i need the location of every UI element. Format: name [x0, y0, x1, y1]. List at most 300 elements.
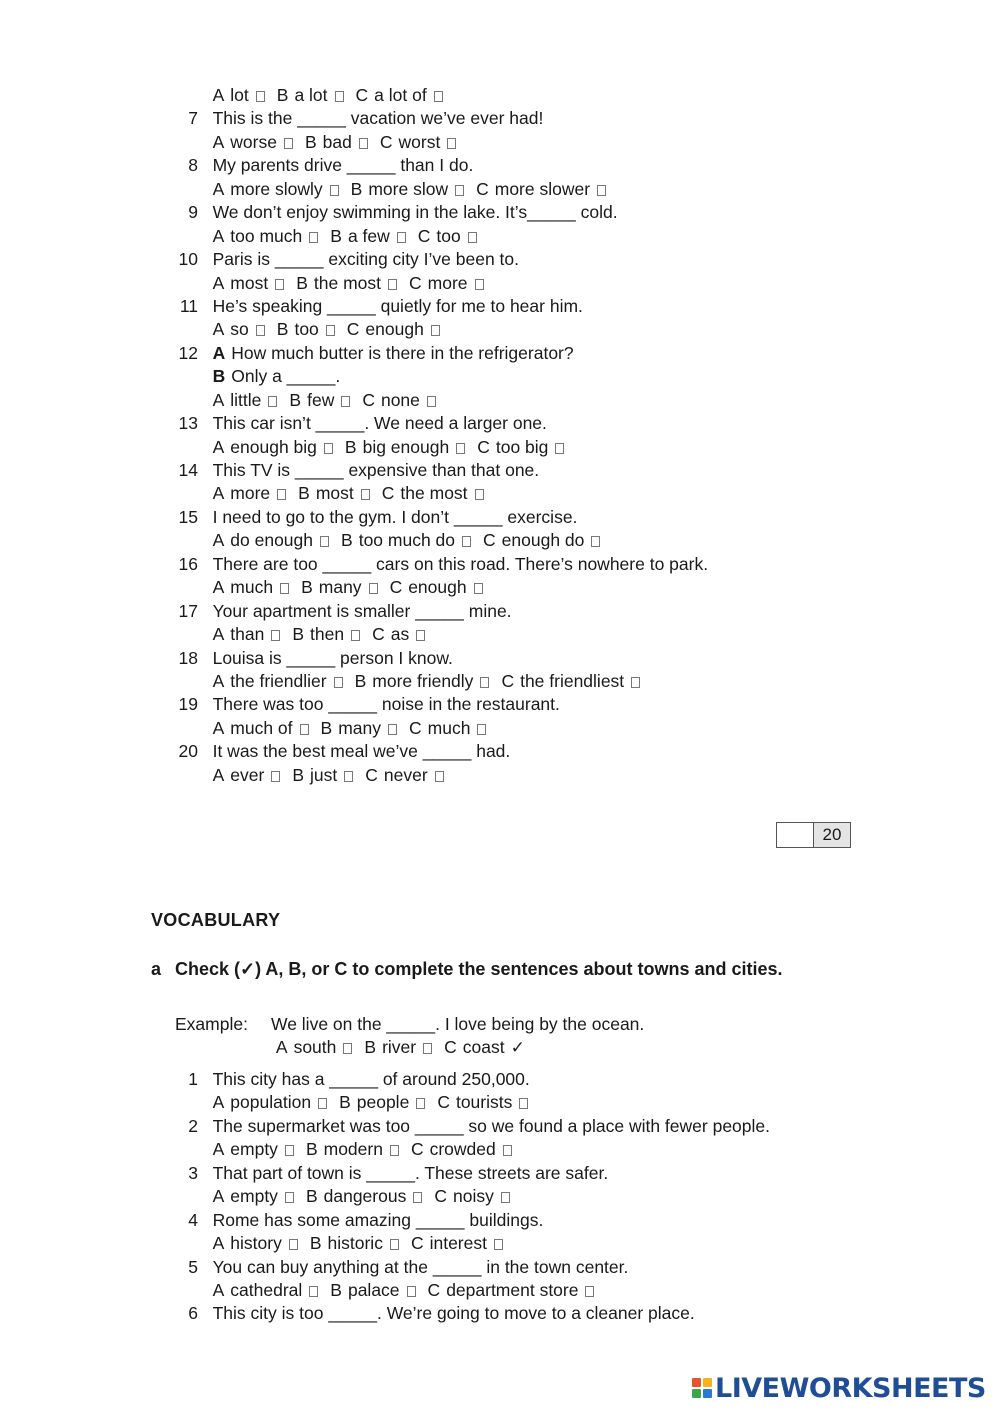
option-a[interactable] [213, 272, 285, 295]
options-line [160, 1279, 860, 1302]
question-line [160, 506, 860, 529]
option-text: tourists [455, 1092, 513, 1113]
question-text: You can buy anything at the _____ in the town center. [212, 1256, 629, 1277]
options-line [160, 225, 860, 248]
option-checkbox[interactable] [285, 1192, 294, 1203]
question-line [160, 154, 860, 177]
option-text: just [310, 764, 338, 785]
option-checkbox[interactable] [555, 443, 564, 454]
option-checkbox[interactable] [447, 138, 456, 149]
option-text: bad [322, 131, 352, 152]
option-letter: B [305, 1186, 318, 1207]
option-c[interactable] [501, 670, 640, 693]
question-line [160, 1256, 860, 1279]
option-text: a few [347, 225, 390, 246]
logo-square [703, 1389, 712, 1398]
option-letter: B [320, 717, 333, 738]
option-checkbox[interactable] [435, 771, 444, 782]
option-letter: C [427, 1279, 441, 1300]
option-checkbox[interactable] [334, 677, 343, 688]
option-checkbox[interactable] [474, 583, 483, 594]
option-letter: C [434, 1186, 447, 1207]
option-c[interactable] [365, 764, 443, 787]
option-text: too [436, 225, 461, 246]
option-text: too much do [358, 530, 456, 551]
option-text: do enough [230, 530, 314, 551]
option-b[interactable] [277, 84, 344, 107]
options-line [160, 482, 860, 505]
option-text: enough [365, 319, 424, 340]
option-checkbox[interactable] [407, 1286, 416, 1297]
option-checkbox[interactable] [597, 185, 606, 196]
option-checkbox[interactable] [289, 1239, 298, 1250]
option-checkbox[interactable] [284, 138, 293, 149]
option-text: too big [495, 436, 549, 457]
question-number: 3 [188, 1162, 198, 1183]
option-checkbox[interactable] [480, 677, 489, 688]
option-text: dangerous [323, 1186, 407, 1207]
option-a[interactable] [213, 717, 309, 740]
option-checkbox[interactable] [300, 724, 309, 735]
option-b[interactable] [330, 225, 406, 248]
option-b[interactable] [296, 272, 397, 295]
option-text: too much [230, 225, 303, 246]
option-letter: A [212, 1186, 225, 1207]
option-a[interactable] [213, 1091, 327, 1114]
question-number: 17 [178, 600, 198, 621]
option-c[interactable] [437, 1091, 528, 1114]
instruction-letter: a [151, 959, 162, 979]
question-text: There are too _____ cars on this road. There’s nowhere to park. [212, 553, 709, 574]
question-text: Louisa is _____ person I know. [212, 647, 453, 668]
option-a[interactable] [213, 436, 333, 459]
option-text: so [230, 319, 249, 340]
option-text: than [230, 624, 265, 645]
option-text: much [230, 577, 274, 598]
option-letter: C [346, 319, 360, 340]
option-checkbox[interactable] [413, 1192, 422, 1203]
option-b[interactable] [289, 389, 350, 412]
option-letter: B [276, 85, 289, 105]
option-b[interactable] [298, 482, 370, 505]
option-checkbox[interactable] [285, 1145, 294, 1156]
option-text: then [310, 624, 345, 645]
option-letter: C [409, 272, 422, 293]
question-line [160, 553, 860, 576]
option-c[interactable] [347, 318, 440, 341]
option-b[interactable] [341, 529, 471, 552]
option-letter: C [476, 178, 489, 199]
option-checkbox[interactable] [326, 325, 335, 336]
option-letter: C [372, 624, 385, 645]
logo-square [692, 1389, 701, 1398]
question-line [160, 740, 860, 763]
option-c[interactable] [483, 529, 600, 552]
option-checkbox[interactable] [324, 443, 333, 454]
question-number: 2 [188, 1115, 198, 1136]
option-checkbox[interactable] [475, 489, 484, 500]
question-text: This is the _____ vacation we’ve ever had! [212, 108, 544, 129]
option-checkbox[interactable] [388, 724, 397, 735]
option-checkbox[interactable] [427, 396, 436, 407]
option-text: little [230, 389, 262, 410]
option-a[interactable] [213, 529, 329, 552]
question-text: I need to go to the gym. I don’t _____ exercise. [212, 506, 578, 527]
option-checkbox[interactable] [390, 1239, 399, 1250]
example-stem-line [175, 1013, 855, 1036]
question-number: 18 [178, 647, 198, 668]
option-a[interactable] [213, 482, 287, 505]
option-text: more friendly [372, 670, 474, 691]
option-checkbox[interactable] [369, 583, 378, 594]
options-line [160, 1138, 860, 1161]
question-number: 19 [178, 694, 198, 715]
score-total: 20 [814, 823, 850, 847]
option-text: empty [230, 1139, 278, 1160]
option-letter: C [409, 717, 422, 738]
options-line [160, 389, 860, 412]
option-a[interactable] [213, 131, 293, 154]
option-checkbox[interactable] [475, 279, 484, 290]
options-line [160, 84, 860, 107]
option-letter: A [212, 85, 225, 105]
question-text: This city is too _____. We’re going to move to a cleaner place. [212, 1303, 695, 1324]
question-number: 14 [178, 460, 198, 480]
option-letter: B [364, 1037, 377, 1058]
option-text: the most [313, 272, 382, 293]
question-line [160, 365, 860, 388]
option-checkbox[interactable] [309, 1286, 318, 1297]
option-checkbox[interactable] [456, 443, 465, 454]
option-checkbox[interactable] [277, 489, 286, 500]
option-a[interactable] [213, 389, 278, 412]
option-text: history [230, 1233, 282, 1254]
option-a[interactable] [213, 178, 339, 201]
option-text: worst [398, 131, 441, 152]
vocabulary-question-list [160, 1068, 860, 1326]
option-text: enough big [230, 436, 317, 457]
question-text: We don’t enjoy swimming in the lake. It’s_____ cold. [212, 202, 618, 223]
option-letter: C [437, 1092, 450, 1113]
question-number: 4 [188, 1209, 198, 1230]
option-text: historic [327, 1233, 383, 1254]
option-letter: B [350, 178, 363, 199]
option-b[interactable] [345, 436, 465, 459]
option-letter: B [276, 319, 289, 340]
option-letter: C [362, 389, 375, 410]
option-b[interactable] [351, 178, 464, 201]
option-checkbox[interactable] [341, 396, 350, 407]
option-checkbox[interactable] [256, 91, 265, 102]
vocabulary-instruction [151, 957, 831, 981]
option-c[interactable] [411, 1138, 512, 1161]
option-checkbox[interactable] [631, 677, 640, 688]
question-line [160, 1209, 860, 1232]
option-text: cathedral [230, 1279, 303, 1300]
option-letter: B [309, 1233, 322, 1254]
options-line [160, 717, 860, 740]
option-text: south [293, 1037, 337, 1058]
option-a[interactable] [213, 576, 289, 599]
option-text: empty [230, 1186, 278, 1207]
option-c[interactable] [372, 623, 425, 646]
option-letter: A [212, 764, 225, 785]
option-checkbox[interactable] [271, 630, 280, 641]
liveworksheets-logo [692, 1374, 986, 1402]
option-letter: A [212, 483, 225, 504]
option-b[interactable] [301, 576, 377, 599]
option-checkbox[interactable] [397, 232, 406, 243]
option-c[interactable] [428, 1279, 595, 1302]
option-text: coast [462, 1037, 505, 1058]
question-text: Rome has some amazing _____ buildings. [212, 1209, 544, 1230]
option-checkbox[interactable] [275, 279, 284, 290]
options-line [160, 1232, 860, 1255]
question-number: 15 [178, 506, 198, 527]
option-a[interactable] [213, 670, 343, 693]
option-text: more slowly [230, 178, 323, 199]
question-line [160, 647, 860, 670]
option-a[interactable] [213, 1138, 294, 1161]
option-letter: C [355, 85, 369, 105]
option-a[interactable] [213, 1232, 298, 1255]
option-checkbox[interactable] [256, 325, 265, 336]
question-text: My parents drive _____ than I do. [212, 155, 474, 176]
question-line [160, 1115, 860, 1138]
example-option-a[interactable] [276, 1036, 353, 1059]
question-number: 10 [178, 249, 198, 270]
option-letter: B [304, 131, 317, 152]
question-line [160, 1302, 860, 1325]
option-a[interactable] [213, 225, 319, 248]
question-number: 8 [188, 155, 198, 176]
option-text: more [427, 272, 468, 293]
option-letter: B [341, 530, 353, 551]
question-line [160, 412, 860, 435]
option-letter: B [301, 577, 313, 598]
option-checkbox[interactable] [330, 185, 339, 196]
option-letter: A [212, 272, 225, 293]
option-text: many [318, 577, 362, 598]
option-checkbox[interactable] [361, 489, 370, 500]
logo-text: LIVEWORKSHEETS [715, 1372, 986, 1404]
options-line [160, 178, 860, 201]
dialog-speaker: A [212, 342, 226, 363]
option-letter: B [330, 1279, 342, 1300]
question-number: 9 [188, 202, 198, 223]
option-b[interactable] [355, 670, 490, 693]
option-text: population [230, 1092, 312, 1113]
option-letter: B [305, 1139, 318, 1160]
option-b[interactable] [321, 717, 397, 740]
option-checkbox[interactable] [494, 1239, 503, 1250]
option-letter: C [501, 670, 515, 691]
option-checkbox[interactable] [359, 138, 368, 149]
option-text: more slower [494, 178, 591, 199]
option-letter: B [296, 272, 308, 293]
option-checkbox[interactable] [416, 1098, 425, 1109]
option-b[interactable] [339, 1091, 425, 1114]
option-checkbox[interactable] [434, 91, 443, 102]
option-letter: A [212, 131, 225, 152]
option-checkbox[interactable] [351, 630, 360, 641]
question-line [160, 107, 860, 130]
option-checkbox[interactable] [468, 232, 477, 243]
question-text: Your apartment is smaller _____ mine. [212, 600, 512, 621]
option-text: much [427, 717, 471, 738]
option-checkbox[interactable] [320, 536, 329, 547]
option-checkbox[interactable] [343, 1043, 352, 1054]
option-letter: A [275, 1037, 288, 1058]
question-line [160, 342, 860, 365]
option-letter: C [477, 436, 490, 457]
option-checkbox[interactable] [388, 279, 397, 290]
question-text: Only a _____. [231, 366, 341, 387]
option-c[interactable] [390, 576, 483, 599]
question-text: Paris is _____ exciting city I’ve been to. [212, 249, 520, 270]
option-c[interactable] [418, 225, 477, 248]
option-text: worse [230, 131, 277, 152]
option-checkbox[interactable] [280, 583, 289, 594]
option-checkbox[interactable] [344, 771, 353, 782]
option-letter: C [410, 1139, 424, 1160]
option-text: people [356, 1092, 410, 1113]
option-text: a lot [294, 85, 328, 105]
example-label: Example: [175, 1014, 248, 1034]
option-c[interactable] [476, 178, 606, 201]
score-box [776, 822, 851, 848]
example-option-c[interactable] [444, 1036, 525, 1059]
option-text: ever [230, 764, 265, 785]
option-checkbox[interactable] [462, 536, 471, 547]
option-letter: A [212, 436, 225, 457]
option-b[interactable] [310, 1232, 399, 1255]
option-checkbox[interactable] [431, 325, 440, 336]
option-checkbox[interactable] [390, 1145, 399, 1156]
question-line [160, 693, 860, 716]
option-text: noisy [452, 1186, 494, 1207]
option-c[interactable] [382, 482, 484, 505]
option-checkbox[interactable] [585, 1286, 594, 1297]
option-letter: B [289, 389, 302, 410]
option-checkbox[interactable] [416, 630, 425, 641]
option-a[interactable] [213, 318, 265, 341]
option-text: the friendlier [230, 670, 327, 691]
option-a[interactable] [213, 764, 281, 787]
option-b[interactable] [306, 1138, 399, 1161]
option-checkbox[interactable] [455, 185, 464, 196]
option-c[interactable] [380, 131, 456, 154]
option-letter: B [298, 483, 310, 504]
question-text: This car isn’t _____. We need a larger one. [212, 413, 547, 434]
option-checkbox[interactable] [335, 91, 344, 102]
option-checkbox[interactable] [309, 232, 318, 243]
option-b[interactable] [305, 131, 368, 154]
dialog-speaker: B [212, 366, 226, 387]
option-letter: A [212, 577, 225, 598]
option-letter: A [212, 670, 225, 691]
option-checkbox[interactable] [423, 1043, 432, 1054]
option-letter: A [212, 1279, 225, 1300]
question-text: The supermarket was too _____ so we found a place with fewer people. [212, 1115, 771, 1136]
option-letter: A [212, 717, 225, 738]
option-b[interactable] [330, 1279, 415, 1302]
option-letter: B [344, 436, 357, 457]
option-b[interactable] [292, 764, 353, 787]
option-c[interactable] [409, 717, 486, 740]
option-checkbox[interactable] [503, 1145, 512, 1156]
option-letter: B [354, 670, 367, 691]
option-text: crowded [429, 1139, 496, 1160]
grammar-question-list [160, 84, 860, 787]
option-c[interactable] [411, 1232, 503, 1255]
option-letter: B [330, 225, 342, 246]
option-a[interactable] [213, 1279, 319, 1302]
option-b[interactable] [306, 1185, 422, 1208]
question-number: 13 [178, 413, 198, 434]
option-checkbox[interactable] [519, 1098, 528, 1109]
option-c[interactable] [356, 84, 443, 107]
option-b[interactable] [277, 318, 335, 341]
option-letter: C [389, 577, 403, 598]
example-options-line [175, 1036, 855, 1059]
option-letter: A [212, 178, 225, 199]
question-number: 20 [178, 741, 198, 762]
option-checkbox[interactable] [318, 1098, 327, 1109]
option-letter: A [212, 1233, 225, 1254]
options-line [160, 764, 860, 787]
option-letter: B [292, 764, 305, 785]
example-option-b[interactable] [364, 1036, 432, 1059]
option-text: river [382, 1037, 417, 1058]
option-text: lot [230, 85, 249, 105]
logo-square [703, 1378, 712, 1387]
option-a[interactable] [213, 84, 265, 107]
score-input-cell[interactable] [777, 823, 814, 847]
option-a[interactable] [213, 1185, 294, 1208]
option-checkbox[interactable] [477, 724, 486, 735]
option-b[interactable] [292, 623, 360, 646]
option-a[interactable] [213, 623, 281, 646]
example-block [175, 1013, 855, 1060]
option-letter: A [212, 319, 225, 340]
option-checkbox[interactable] [271, 771, 280, 782]
option-checkbox[interactable] [591, 536, 600, 547]
option-text: enough [408, 577, 467, 598]
option-text: more slow [368, 178, 449, 199]
example-text: We live on the _____. I love being by the ocean. [271, 1014, 645, 1034]
option-letter: A [212, 1139, 225, 1160]
option-c[interactable] [409, 272, 484, 295]
instruction-text: Check (✓) A, B, or C to complete the sentences about towns and cities. [175, 959, 783, 979]
option-c[interactable] [362, 389, 436, 412]
option-checkbox[interactable] [268, 396, 277, 407]
option-letter: C [381, 483, 395, 504]
option-c[interactable] [434, 1185, 510, 1208]
option-letter: C [444, 1037, 457, 1058]
option-checkbox[interactable] [501, 1192, 510, 1203]
question-line [160, 459, 860, 482]
question-text: That part of town is _____. These streets are safer. [212, 1162, 609, 1183]
question-line [160, 201, 860, 224]
options-line [160, 576, 860, 599]
question-text: This TV is _____ expensive than that one. [212, 460, 540, 480]
option-text: none [380, 389, 420, 410]
question-line [160, 295, 860, 318]
option-letter: C [417, 225, 431, 246]
option-c[interactable] [477, 436, 564, 459]
option-letter: C [365, 764, 378, 785]
